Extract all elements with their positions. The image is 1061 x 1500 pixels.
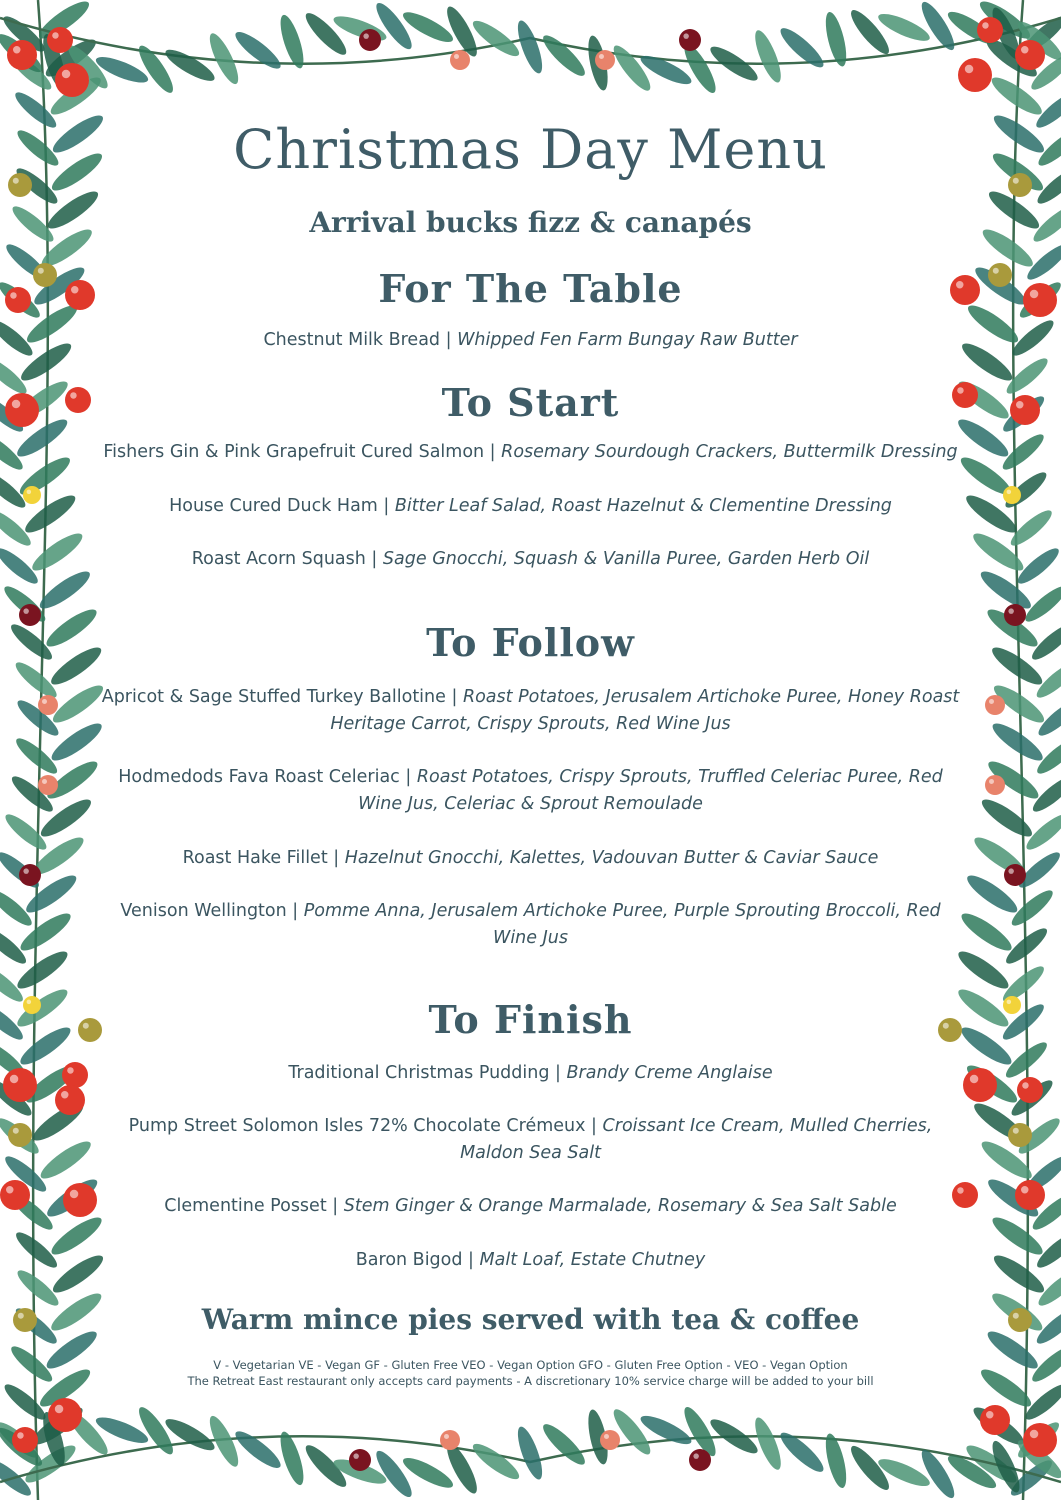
leaf-shape bbox=[47, 642, 106, 690]
dish-description: Roast Potatoes, Crispy Sprouts, Truffled Celeriac Puree, Red Wine Jus, Celeriac & Sprout Remoulade bbox=[358, 767, 943, 814]
dish-description: Pomme Anna, Jerusalem Artichoke Puree, Purple Sprouting Broccoli, Red Wine Jus bbox=[303, 901, 941, 948]
berry-shape bbox=[7, 40, 37, 70]
berry-highlight bbox=[970, 1075, 979, 1084]
berry-shape bbox=[963, 1068, 997, 1102]
leaf-shape bbox=[513, 18, 547, 76]
leaf-shape bbox=[538, 30, 589, 80]
dish-name: Hodmedods Fava Roast Celeriac | bbox=[118, 767, 412, 787]
berry-shape bbox=[55, 63, 89, 97]
berry-highlight bbox=[42, 779, 47, 784]
payment-note: The Retreat East restaurant only accepts card payments - A discretionary 10% service charge will be added to your bill bbox=[187, 1374, 874, 1388]
berry-shape bbox=[48, 1398, 82, 1432]
leaf-shape bbox=[750, 1415, 786, 1473]
menu-item bbox=[100, 845, 961, 872]
leaf-shape bbox=[954, 946, 1013, 994]
menu-item bbox=[100, 1193, 961, 1220]
berry-shape bbox=[5, 287, 31, 313]
berry-shape bbox=[0, 1180, 30, 1210]
berry-shape bbox=[689, 1449, 711, 1471]
berry-shape bbox=[980, 1405, 1010, 1435]
berry-highlight bbox=[353, 1453, 359, 1459]
dish-description: Brandy Creme Anglaise bbox=[566, 1063, 773, 1083]
berry-shape bbox=[23, 996, 41, 1014]
leaf-shape bbox=[776, 1428, 828, 1477]
berry-shape bbox=[988, 263, 1012, 287]
berry-shape bbox=[78, 1018, 102, 1042]
dish-description: Stem Ginger & Orange Marmalade, Rosemary & Sea Salt Sable bbox=[343, 1196, 897, 1216]
berry-shape bbox=[55, 1085, 85, 1115]
dish-description: Whipped Fen Farm Bungay Raw Butter bbox=[457, 330, 798, 350]
leaf-shape bbox=[469, 1439, 524, 1485]
berry-shape bbox=[958, 58, 992, 92]
berry-shape bbox=[1023, 1423, 1057, 1457]
berry-shape bbox=[8, 1123, 32, 1147]
dish-description: Bitter Leaf Salad, Roast Hazelnut & Clementine Dressing bbox=[394, 496, 892, 516]
dish-name: Baron Bigod | bbox=[355, 1250, 474, 1270]
menu-item bbox=[100, 1060, 961, 1087]
berry-highlight bbox=[1016, 401, 1024, 409]
berry-highlight bbox=[1013, 1313, 1019, 1319]
dish-description: Hazelnut Gnocchi, Kalettes, Vadouvan Butter & Caviar Sauce bbox=[344, 848, 879, 868]
berry-shape bbox=[595, 50, 615, 70]
berry-highlight bbox=[1013, 1128, 1019, 1134]
closing-line: Warm mince pies served with tea & coffee bbox=[201, 1303, 860, 1336]
berry-shape bbox=[1008, 173, 1032, 197]
berry-highlight bbox=[693, 1453, 699, 1459]
berry-shape bbox=[38, 775, 58, 795]
menu-item bbox=[100, 684, 961, 738]
menu-item bbox=[100, 327, 961, 354]
leaf-shape bbox=[49, 1250, 108, 1298]
berry-shape bbox=[8, 173, 32, 197]
berry-highlight bbox=[18, 1313, 24, 1319]
leaf-shape bbox=[36, 1136, 95, 1184]
dish-name: Fishers Gin & Pink Grapefruit Cured Salmon | bbox=[103, 442, 496, 462]
berry-highlight bbox=[52, 32, 59, 39]
leaf-shape bbox=[301, 8, 351, 59]
leaf-shape bbox=[48, 148, 107, 196]
berry-shape bbox=[1008, 1123, 1032, 1147]
berry-shape bbox=[1003, 996, 1021, 1014]
dish-name: Roast Hake Fillet | bbox=[182, 848, 340, 868]
leaf-shape bbox=[231, 27, 285, 74]
berry-highlight bbox=[62, 70, 71, 79]
section-heading-to-follow: To Follow bbox=[426, 620, 635, 665]
leaf-shape bbox=[776, 23, 828, 72]
leaf-shape bbox=[49, 110, 108, 158]
berry-shape bbox=[1010, 395, 1040, 425]
berry-shape bbox=[65, 280, 95, 310]
menu-item bbox=[100, 764, 961, 818]
menu-item bbox=[100, 493, 961, 520]
berry-shape bbox=[5, 393, 39, 427]
leaf-shape bbox=[276, 13, 308, 71]
leaf-shape bbox=[13, 984, 72, 1032]
berry-highlight bbox=[67, 1067, 74, 1074]
berry-shape bbox=[47, 27, 73, 53]
leaf-shape bbox=[917, 0, 960, 54]
berry-shape bbox=[38, 695, 58, 715]
berry-highlight bbox=[1030, 1430, 1039, 1439]
dish-description: Croissant Ice Cream, Mulled Cherries, Maldon Sea Salt bbox=[460, 1116, 933, 1163]
leaf-shape bbox=[16, 1022, 75, 1070]
berry-shape bbox=[1004, 864, 1026, 886]
berry-shape bbox=[3, 1068, 37, 1102]
berry-highlight bbox=[13, 178, 19, 184]
berry-highlight bbox=[12, 400, 21, 409]
dish-name: Roast Acorn Squash | bbox=[191, 549, 378, 569]
berry-highlight bbox=[1030, 290, 1039, 299]
berry-highlight bbox=[70, 1190, 79, 1199]
berry-highlight bbox=[27, 1000, 32, 1005]
dish-name: Apricot & Sage Stuffed Turkey Ballotine | bbox=[101, 687, 458, 707]
berry-shape bbox=[679, 29, 701, 51]
dish-name: Traditional Christmas Pudding | bbox=[288, 1063, 561, 1083]
leaf-shape bbox=[954, 414, 1013, 462]
berry-highlight bbox=[55, 1405, 64, 1414]
leaf-shape bbox=[231, 1426, 285, 1473]
berry-highlight bbox=[1021, 46, 1029, 54]
berry-highlight bbox=[1008, 608, 1014, 614]
berry-highlight bbox=[1008, 868, 1014, 874]
dish-name: Pump Street Solomon Isles 72% Chocolate Crémeux | bbox=[128, 1116, 597, 1136]
dish-description: Sage Gnocchi, Squash & Vanilla Puree, Garden Herb Oil bbox=[382, 549, 870, 569]
berry-shape bbox=[1017, 1077, 1043, 1103]
berry-highlight bbox=[23, 608, 29, 614]
dietary-key: V - Vegetarian VE - Vegan GF - Gluten Free VEO - Vegan Option GFO - Gluten Free Option - VEO - Vegan Option bbox=[213, 1358, 848, 1372]
section-heading-to-finish: To Finish bbox=[428, 997, 633, 1042]
leaf-shape bbox=[990, 1250, 1049, 1298]
berry-shape bbox=[1023, 283, 1057, 317]
berry-highlight bbox=[13, 46, 21, 54]
berry-highlight bbox=[965, 65, 974, 74]
leaf-shape bbox=[42, 604, 101, 652]
berry-highlight bbox=[982, 22, 989, 29]
berry-highlight bbox=[6, 1186, 14, 1194]
berry-shape bbox=[359, 29, 381, 51]
dish-name: Chestnut Milk Bread | bbox=[263, 330, 452, 350]
berry-highlight bbox=[71, 286, 79, 294]
menu-item bbox=[100, 546, 961, 573]
berry-highlight bbox=[986, 1411, 994, 1419]
berry-highlight bbox=[1007, 1000, 1012, 1005]
leaf-shape bbox=[47, 1212, 106, 1260]
berry-highlight bbox=[683, 33, 689, 39]
berry-shape bbox=[600, 1430, 620, 1450]
menu-item bbox=[100, 898, 961, 952]
berry-highlight bbox=[70, 392, 77, 399]
leaf-shape bbox=[978, 794, 1037, 842]
leaf-shape bbox=[28, 528, 87, 576]
leaf-shape bbox=[276, 1429, 308, 1487]
berry-shape bbox=[33, 263, 57, 287]
dish-name: Venison Wellington | bbox=[120, 901, 299, 921]
berry-shape bbox=[65, 387, 91, 413]
berry-highlight bbox=[27, 490, 32, 495]
berry-highlight bbox=[13, 1128, 19, 1134]
berry-highlight bbox=[83, 1023, 89, 1029]
berry-highlight bbox=[993, 268, 999, 274]
section-heading-for-the-table: For The Table bbox=[378, 266, 683, 311]
menu-item bbox=[100, 1247, 961, 1274]
berry-shape bbox=[349, 1449, 371, 1471]
dish-description: Rosemary Sourdough Crackers, Buttermilk Dressing bbox=[501, 442, 958, 462]
berry-highlight bbox=[599, 54, 604, 59]
berry-shape bbox=[1015, 40, 1045, 70]
berry-shape bbox=[1015, 1180, 1045, 1210]
dish-name: House Cured Duck Ham | bbox=[169, 496, 390, 516]
dish-description: Malt Loaf, Estate Chutney bbox=[479, 1250, 706, 1270]
berry-shape bbox=[13, 1308, 37, 1332]
berry-shape bbox=[62, 1062, 88, 1088]
berry-highlight bbox=[10, 292, 17, 299]
berry-highlight bbox=[1022, 1082, 1029, 1089]
berry-shape bbox=[440, 1430, 460, 1450]
leaf-shape bbox=[978, 224, 1037, 272]
dish-name: Clementine Posset | bbox=[164, 1196, 339, 1216]
berry-highlight bbox=[604, 1434, 609, 1439]
leaf-shape bbox=[47, 1288, 106, 1336]
berry-highlight bbox=[989, 779, 994, 784]
menu-title: Christmas Day Menu bbox=[233, 118, 828, 181]
berry-shape bbox=[23, 486, 41, 504]
section-heading-to-start: To Start bbox=[441, 380, 620, 425]
berry-highlight bbox=[1007, 490, 1012, 495]
leaf-shape bbox=[983, 1326, 1042, 1374]
berry-highlight bbox=[61, 1091, 69, 1099]
leaf-shape bbox=[988, 718, 1047, 766]
arrival-line: Arrival bucks fizz & canapés bbox=[309, 206, 752, 239]
menu-item bbox=[100, 1113, 961, 1167]
berry-shape bbox=[977, 17, 1003, 43]
berry-shape bbox=[63, 1183, 97, 1217]
berry-highlight bbox=[17, 1432, 24, 1439]
berry-highlight bbox=[38, 268, 44, 274]
berry-shape bbox=[985, 695, 1005, 715]
leaf-shape bbox=[958, 338, 1017, 386]
leaf-shape bbox=[846, 6, 894, 59]
berry-shape bbox=[1004, 604, 1026, 626]
berry-shape bbox=[19, 604, 41, 626]
dish-description: Roast Potatoes, Jerusalem Artichoke Puree, Honey Roast Heritage Carrot, Crispy Sprouts, Red Wine Jus bbox=[330, 687, 960, 734]
berry-highlight bbox=[42, 699, 47, 704]
leaf-shape bbox=[538, 1419, 589, 1469]
berry-highlight bbox=[1021, 1186, 1029, 1194]
leaf-shape bbox=[47, 718, 106, 766]
berry-highlight bbox=[1013, 178, 1019, 184]
berry-shape bbox=[1008, 1308, 1032, 1332]
berry-highlight bbox=[989, 699, 994, 704]
berry-shape bbox=[985, 775, 1005, 795]
berry-highlight bbox=[10, 1075, 18, 1084]
berry-highlight bbox=[23, 868, 29, 874]
leaf-shape bbox=[990, 110, 1049, 158]
berry-shape bbox=[12, 1427, 38, 1453]
leaf-shape bbox=[469, 16, 524, 62]
leaf-shape bbox=[957, 908, 1016, 956]
menu-item bbox=[100, 439, 961, 466]
berry-highlight bbox=[363, 33, 369, 39]
berry-shape bbox=[1003, 486, 1021, 504]
berry-highlight bbox=[454, 54, 459, 59]
berry-highlight bbox=[444, 1434, 449, 1439]
berry-shape bbox=[19, 864, 41, 886]
berry-shape bbox=[450, 50, 470, 70]
